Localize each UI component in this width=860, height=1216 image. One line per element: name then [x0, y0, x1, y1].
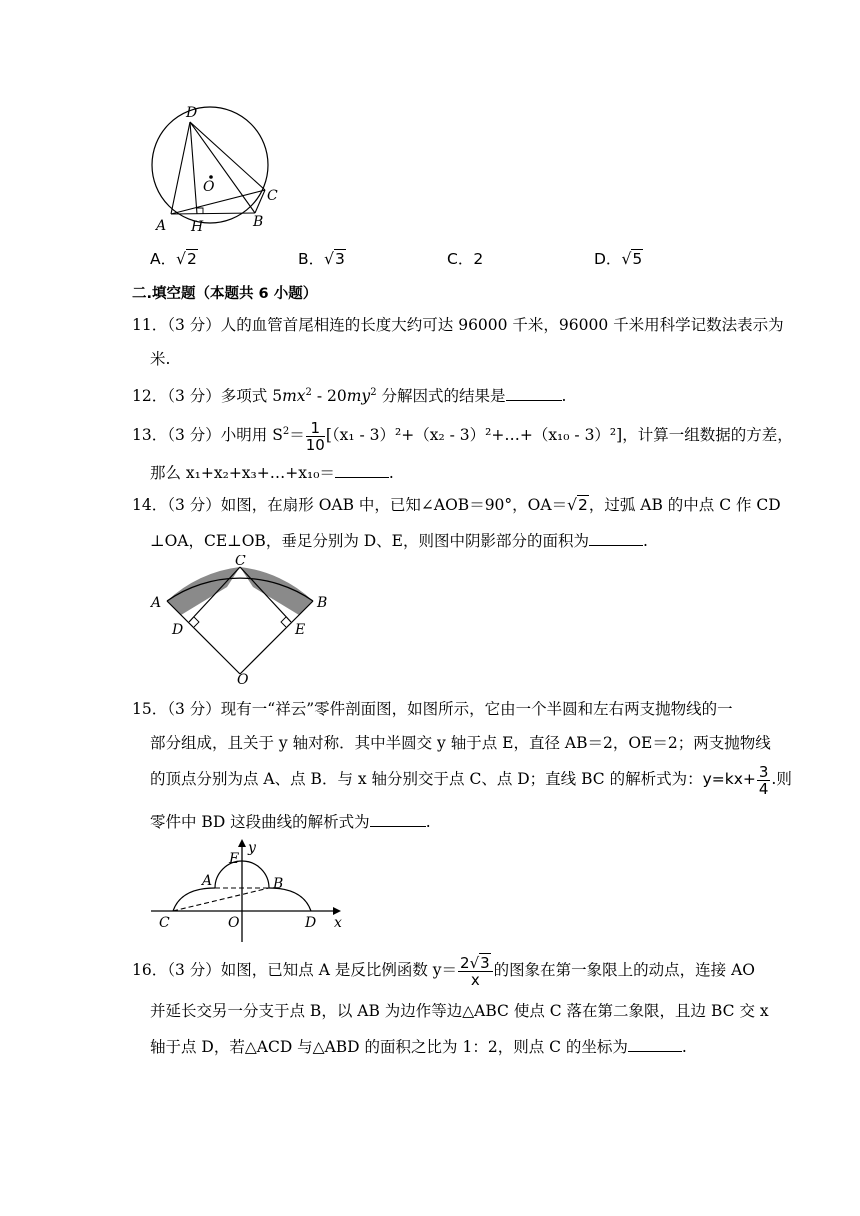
label-e: E: [295, 622, 306, 638]
label-b: B: [273, 876, 284, 892]
label-d: D: [172, 622, 184, 638]
segment-ac: [171, 190, 265, 214]
label-c: C: [235, 555, 246, 569]
label-b: B: [253, 214, 264, 230]
label-a: A: [156, 218, 167, 234]
q14-line2: ⊥OA，CE⊥OB，垂足分别为 D、E，则图中阴影部分的面积为 .: [150, 529, 648, 551]
segment-db: [190, 122, 255, 213]
label-x: x: [334, 915, 342, 931]
answer-blank[interactable]: [335, 461, 389, 478]
segment-dc: [190, 122, 265, 190]
shaded-left: [167, 567, 240, 615]
label-o: O: [203, 179, 215, 195]
y-axis-arrow: [238, 839, 246, 847]
segment-ab: [171, 213, 255, 214]
q15-line4: 零件中 BD 这段曲线的解析式为 .: [150, 810, 431, 832]
answer-blank[interactable]: [628, 1035, 682, 1052]
label-a: A: [202, 873, 213, 889]
section-title: 二.填空题（本题共 6 小题）: [132, 286, 318, 302]
q10-option-a: A．√2: [150, 250, 197, 268]
sqrt-sign: √2: [567, 496, 588, 514]
fraction: $\frac{1}{10}$: [305, 418, 325, 454]
q11-line2: 米.: [150, 350, 171, 368]
q15-line3: 的顶点分别为点 A、点 B．与 x 轴分别交于点 C、点 D；直线 BC 的解析式为：y=kx+ $\frac{3}{4}$ .则: [150, 762, 792, 798]
parabola-left: [173, 888, 215, 911]
q10-option-d: D．√5: [594, 250, 643, 268]
right-angle-d: [194, 617, 199, 627]
q16-line1: 16．（3 分）如图，已知点 A 是反比例函数 y＝ $\frac{2√3}{x}$ 的图象在第一象限上的动点，连接 AO: [132, 953, 756, 989]
q15-figure: [145, 838, 355, 946]
label-c: C: [267, 188, 278, 204]
q15-line1: 15．（3 分）现有一“祥云”零件剖面图，如图所示，它由一个半圆和左右两支抛物线的一: [132, 700, 733, 718]
q14-line1: 14．（3 分）如图，在扇形 OAB 中，已知∠AOB＝90°，OA＝√2，过弧 AB 的中点 C 作 CD: [132, 496, 781, 514]
sqrt-sign: √2: [176, 250, 197, 268]
segment-da: [171, 122, 190, 214]
segment-bc: [173, 888, 269, 911]
answer-blank[interactable]: [589, 529, 643, 546]
shaded-right: [240, 567, 313, 615]
q16-line2: 并延长交另一分支于点 B，以 AB 为边作等边△ABC 使点 C 落在第二象限，且边 BC 交 x: [150, 1002, 769, 1020]
label-o: O: [228, 915, 240, 931]
right-angle-e: [281, 617, 286, 627]
fraction: $\frac{3}{4}$: [758, 762, 769, 798]
q15-line2: 部分组成，且关于 y 轴对称．其中半圆交 y 轴于点 E，直径 AB＝2，OE＝2；两支抛物线: [150, 734, 771, 752]
answer-blank[interactable]: [506, 384, 562, 401]
label-o: O: [237, 672, 249, 685]
label-a: A: [151, 595, 162, 611]
label-y: y: [248, 840, 256, 856]
q10-option-b: B．√3: [298, 250, 345, 268]
circle-o: [152, 107, 268, 223]
label-h: H: [191, 219, 204, 235]
q16-line3: 轴于点 D，若△ACD 与△ABD 的面积之比为 1：2，则点 C 的坐标为 .: [150, 1035, 687, 1057]
label-b: B: [317, 595, 328, 611]
q14-figure: [145, 555, 345, 685]
label-c: C: [159, 915, 170, 931]
q13-line1: 13．（3 分）小明用 $S^2=$ $\frac{1}{10}$ [（x₁ - 3）²+（x₂ - 3）²+…+（x₁₀ - 3）²]，计算一组数据的方差，: [132, 418, 793, 454]
segment-dh: [190, 122, 197, 214]
label-d: D: [305, 915, 317, 931]
q13-line2: 那么 x₁+x₂+x₃+…+x₁₀＝ .: [150, 461, 394, 483]
answer-blank[interactable]: [370, 810, 426, 827]
label-e: E: [229, 851, 240, 867]
sqrt-sign: √3: [469, 953, 490, 972]
label-d: D: [186, 105, 198, 121]
q12-line: 12．（3 分）多项式 $5mx^2 - 20my^2$ 分解因式的结果是 .: [132, 383, 566, 406]
sqrt-sign: √5: [621, 250, 643, 268]
x-axis-arrow: [333, 907, 341, 915]
q10-figure: [140, 100, 290, 235]
q10-option-c: C．2: [447, 250, 484, 268]
fraction: $\frac{2√3}{x}$: [458, 955, 493, 988]
q11-line1: 11．（3 分）人的血管首尾相连的长度大约可达 96000 千米，96000 千米用科学记数法表示为: [132, 316, 784, 334]
sqrt-sign: √3: [324, 250, 345, 268]
